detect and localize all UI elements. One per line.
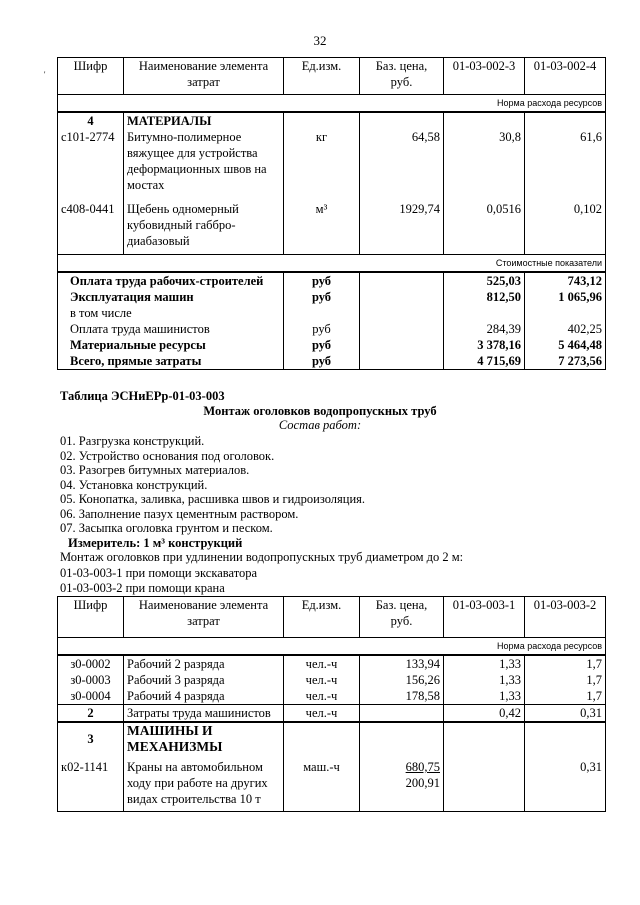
labor-unit: чел.-ч (284, 705, 360, 723)
section-row (58, 112, 606, 129)
row-value-b: 1,7 (525, 655, 606, 672)
section-title: МАШИНЫ И МЕХАНИЗМЫ (124, 722, 284, 755)
cost-value-a: 3 378,16 (444, 337, 525, 353)
row-name: Рабочий 3 разряда (124, 672, 284, 688)
norm-label-row (58, 638, 606, 656)
cost-row (58, 289, 606, 305)
row-code: с408-0441 (58, 201, 124, 249)
row-unit: чел.-ч (284, 688, 360, 705)
header-unit: Ед.изм. (284, 58, 360, 95)
cost-unit: руб (284, 337, 360, 353)
cost-value-b: 5 464,48 (525, 337, 606, 353)
labor-row (58, 705, 606, 723)
work-item: 06. Заполнение пазух цементным раствором. (60, 506, 299, 521)
section-title: МАТЕРИАЛЫ (124, 112, 284, 129)
work-item: 07. Засыпка оголовка грунтом и песком. (60, 521, 273, 535)
row-unit: м³ (284, 201, 360, 249)
work-item: 05. Конопатка, заливка, расшивка швов и гидроизоляция. (60, 492, 366, 506)
cost-row (58, 353, 606, 370)
row-value-b: 1,7 (525, 672, 606, 688)
measure-unit: Измеритель: 1 м³ конструкций (68, 535, 243, 550)
machine-name: Краны на автомобильном ходу при работе на других видах строительства 10 т (124, 755, 284, 812)
row-name: Рабочий 2 разряда (124, 655, 284, 672)
table-row (58, 688, 606, 705)
row-unit: чел.-ч (284, 672, 360, 688)
row-unit: кг (284, 129, 360, 193)
row-code: з0-0004 (58, 688, 124, 705)
row-price: 178,58 (360, 688, 444, 705)
cost-value-b: 402,25 (525, 321, 606, 337)
cost-unit: руб (284, 353, 360, 370)
table-header-row (58, 597, 606, 638)
cost-label-row (58, 254, 606, 272)
table-row (58, 672, 606, 688)
row-code: з0-0002 (58, 655, 124, 672)
composition-title: Состав работ: (278, 418, 362, 432)
cost-row (58, 305, 606, 321)
cost-name: Эксплуатация машин (58, 289, 284, 305)
work-item: 03. Разогрев битумных материалов. (60, 463, 250, 477)
header-col-b: 01-03-003-2 (525, 597, 606, 638)
variant-item: 01-03-003-2 при помощи крана (60, 580, 225, 595)
table-row (58, 655, 606, 672)
table-header-row (58, 58, 606, 95)
section-row (58, 722, 606, 755)
machine-price: 680,75 200,91 (360, 755, 444, 812)
row-code: с101-2774 (58, 129, 124, 193)
row-value-b: 1,7 (525, 688, 606, 705)
cost-row (58, 337, 606, 353)
work-title: Монтаж оголовков водопропускных труб (203, 404, 437, 418)
labor-code: 2 (58, 705, 124, 723)
header-name: Наименование элемента затрат (124, 58, 284, 95)
section-number: 4 (58, 112, 124, 129)
header-col-b: 01-03-002-4 (525, 58, 606, 95)
row-unit: чел.-ч (284, 655, 360, 672)
cost-name: Всего, прямые затраты (58, 353, 284, 370)
cost-row (58, 321, 606, 337)
header-code: Шифр (58, 597, 124, 638)
row-price: 156,26 (360, 672, 444, 688)
cost-value-a: 4 715,69 (444, 353, 525, 370)
norm-label: Норма расхода ресурсов (58, 95, 606, 113)
row-price: 64,58 (360, 129, 444, 193)
labor-value-a: 0,42 (444, 705, 525, 723)
labor-value-b: 0,31 (525, 705, 606, 723)
cost-label: Стоимостные показатели (58, 254, 606, 272)
table-row (58, 129, 606, 193)
row-value-a: 30,8 (444, 129, 525, 193)
row-value-b: 0,102 (525, 201, 606, 249)
table-title: Таблица ЭСНиЕРр-01-03-003 (60, 389, 225, 403)
resource-table-1 (57, 57, 606, 370)
cost-unit: руб (284, 272, 360, 289)
cost-name: в том числе (58, 305, 284, 321)
row-value-b: 61,6 (525, 129, 606, 193)
norm-label: Норма расхода ресурсов (58, 638, 606, 656)
section-number: 3 (58, 722, 124, 755)
header-price: Баз. цена, руб. (360, 58, 444, 95)
cost-unit: руб (284, 321, 360, 337)
cost-unit: руб (284, 289, 360, 305)
norm-label-row (58, 95, 606, 113)
machine-code: к02-1141 (58, 755, 124, 812)
cost-value-a: 812,50 (444, 289, 525, 305)
row-name: Битумно-полимерное вяжущее для устройства деформационных швов на мостах (124, 129, 284, 193)
machine-value-b: 0,31 (525, 755, 606, 812)
cost-row (58, 272, 606, 289)
row-code: з0-0003 (58, 672, 124, 688)
cost-value-a: 284,39 (444, 321, 525, 337)
header-unit: Ед.изм. (284, 597, 360, 638)
row-value-a: 1,33 (444, 655, 525, 672)
header-price: Баз. цена, руб. (360, 597, 444, 638)
header-col-a: 01-03-002-3 (444, 58, 525, 95)
machine-row (58, 755, 606, 812)
row-name: Щебень одномерный кубовидный габбро- диабазовый (124, 201, 284, 249)
row-price: 133,94 (360, 655, 444, 672)
cost-value-b: 1 065,96 (525, 289, 606, 305)
variant-item: 01-03-003-1 при помощи экскаватора (60, 566, 258, 580)
header-name: Наименование элемента затрат (124, 597, 284, 638)
cost-name: Оплата труда машинистов (58, 321, 284, 337)
row-name: Рабочий 4 разряда (124, 688, 284, 705)
machine-unit: маш.-ч (284, 755, 360, 812)
labor-name: Затраты труда машинистов (124, 705, 284, 723)
row-value-a: 1,33 (444, 672, 525, 688)
work-item: 01. Разгрузка конструкций. (60, 434, 205, 448)
cost-name: Материальные ресурсы (58, 337, 284, 353)
header-code: Шифр (58, 58, 124, 95)
work-item: 04. Установка конструкций. (60, 477, 208, 492)
cost-value-b: 743,12 (525, 272, 606, 289)
header-col-a: 01-03-003-1 (444, 597, 525, 638)
page-number: 32 (313, 33, 327, 48)
margin-mark: ' (44, 70, 46, 79)
row-value-a: 0,0516 (444, 201, 525, 249)
cost-value-b: 7 273,56 (525, 353, 606, 370)
table-row (58, 201, 606, 249)
resource-table-2 (57, 596, 606, 812)
work-item: 02. Устройство основания под оголовок. (60, 448, 275, 463)
row-value-a: 1,33 (444, 688, 525, 705)
row-price: 1929,74 (360, 201, 444, 249)
cost-value-a: 525,03 (444, 272, 525, 289)
cost-name: Оплата труда рабочих-строителей (58, 272, 284, 289)
work-description: Монтаж оголовков при удлинении водопропускных труб диаметром до 2 м: (60, 550, 464, 564)
